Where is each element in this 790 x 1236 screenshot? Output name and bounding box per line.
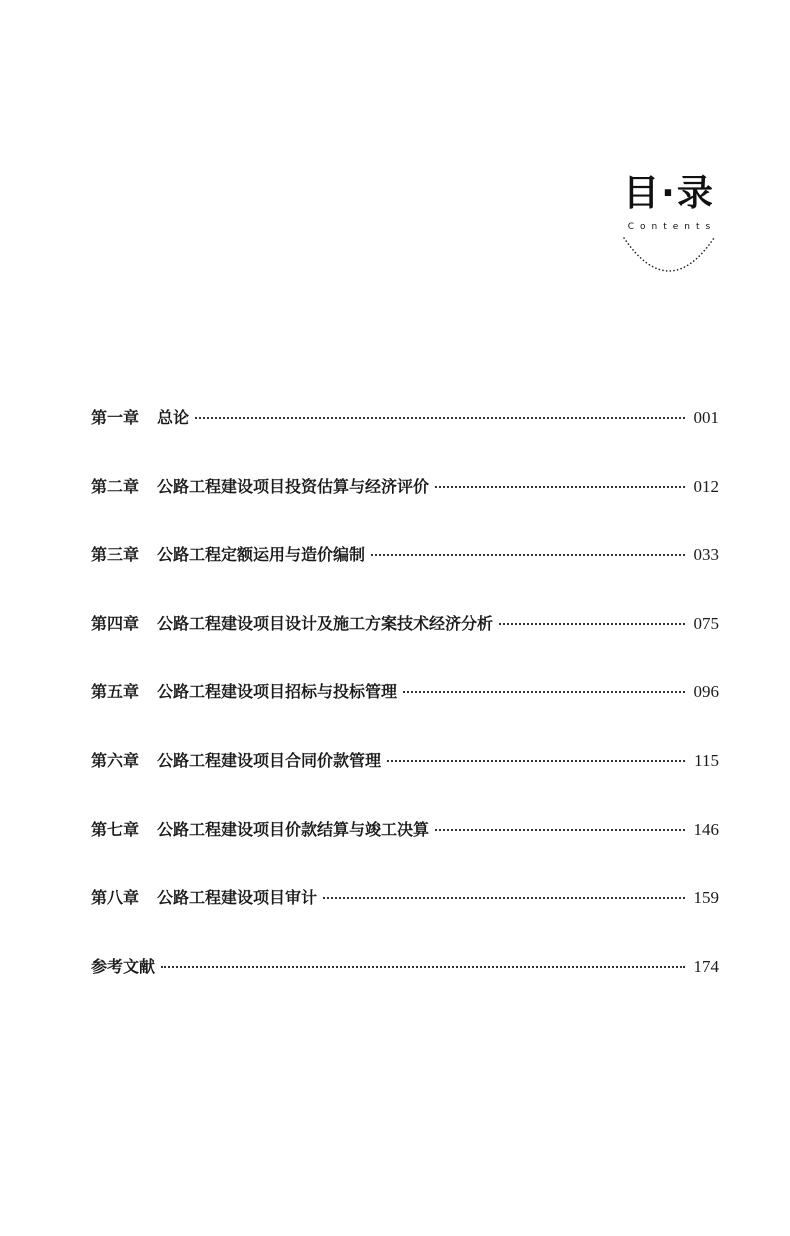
toc-entry-chapter-8[interactable] [91, 880, 719, 949]
chapter-number: 第五章 [91, 682, 140, 702]
dot-leader [499, 623, 685, 625]
dot-leader [161, 966, 685, 968]
chapter-number: 第一章 [91, 408, 140, 427]
chapter-number: 第八章 [91, 888, 140, 908]
dot-leader [195, 417, 685, 419]
chapter-title: 公路工程建设项目设计及施工方案技术经济分析 [157, 613, 494, 633]
page-number: 115 [694, 750, 719, 770]
dotted-arc-ornament [619, 234, 719, 274]
chapter-title: 公路工程建设项目审计 [157, 888, 318, 908]
chapter-number: 第四章 [91, 613, 140, 633]
toc-entry-chapter-6[interactable] [91, 743, 719, 812]
chapter-title: 公路工程建设项目投资估算与经济评价 [157, 476, 430, 496]
dot-leader [435, 486, 685, 488]
page-title: 目·录 [623, 173, 715, 214]
dot-leader [387, 760, 685, 762]
page-number: 012 [693, 476, 719, 496]
chapter-number: 第三章 [91, 545, 140, 565]
page-number: 033 [693, 545, 719, 565]
dot-leader [403, 691, 685, 693]
chapter-title: 公路工程建设项目招标与投标管理 [157, 682, 398, 702]
dot-leader [435, 829, 685, 831]
toc-entry-chapter-2[interactable] [91, 469, 719, 538]
page-subtitle: Contents [627, 222, 717, 232]
toc-entry-chapter-4[interactable] [91, 606, 719, 675]
toc-entry-chapter-7[interactable] [91, 812, 719, 881]
references-title: 参考文献 [91, 956, 156, 976]
chapter-title: 公路工程建设项目价款结算与竣工决算 [157, 819, 430, 839]
page-number: 075 [693, 613, 719, 633]
chapter-title: 总论 [157, 408, 190, 427]
page-number: 159 [693, 888, 719, 908]
toc-list [91, 400, 719, 1017]
chapter-number: 第七章 [91, 819, 140, 839]
chapter-number: 第二章 [91, 476, 140, 496]
dot-leader [371, 554, 685, 556]
toc-header [614, 172, 724, 274]
page-number: 001 [693, 408, 719, 427]
page-number: 146 [693, 819, 719, 839]
chapter-number: 第六章 [91, 750, 140, 770]
toc-entry-chapter-5[interactable] [91, 674, 719, 743]
dot-leader [323, 897, 685, 899]
page-number: 174 [693, 956, 719, 976]
chapter-title: 公路工程建设项目合同价款管理 [157, 750, 382, 770]
toc-entry-references[interactable] [91, 949, 719, 1018]
page-number: 096 [693, 682, 719, 702]
chapter-title: 公路工程定额运用与造价编制 [157, 545, 366, 565]
toc-entry-chapter-3[interactable] [91, 537, 719, 606]
toc-entry-chapter-1[interactable] [91, 400, 719, 469]
